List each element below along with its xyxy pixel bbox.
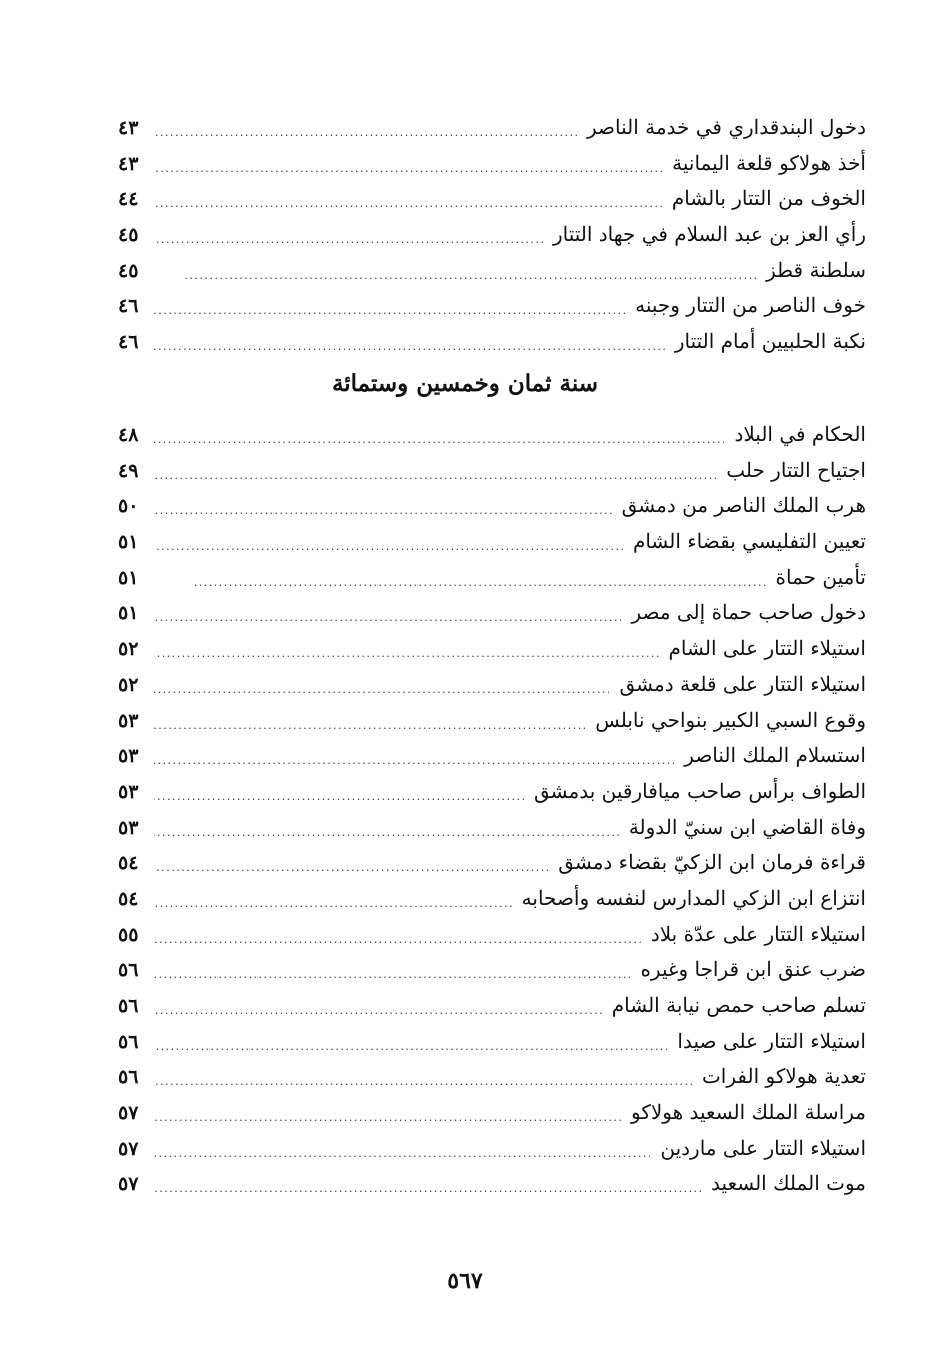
- toc-entry-page: ٥٢: [118, 638, 139, 661]
- toc-entry: [118, 1131, 866, 1167]
- dot-leader: [154, 633, 659, 659]
- toc-entry-title: تأمين حماة: [775, 564, 866, 589]
- dot-leader: [154, 669, 609, 695]
- toc-entry: [118, 881, 866, 917]
- toc-entry-title: موت الملك السعيد: [711, 1171, 866, 1196]
- toc-entry: [118, 146, 866, 182]
- toc-entry-title: خوف الناصر من التتار وجبنه: [635, 293, 866, 318]
- toc-entry: [118, 774, 866, 810]
- dot-leader: [154, 326, 665, 352]
- toc-entry-title: الخوف من التتار بالشام: [671, 186, 866, 211]
- dot-leader: [154, 290, 625, 316]
- toc-entry: [118, 917, 866, 953]
- dot-leader: [154, 562, 766, 588]
- dot-leader: [154, 1133, 650, 1159]
- toc-entry-page: ٤٦: [118, 295, 139, 318]
- toc-entry: [118, 738, 866, 774]
- toc-entry: [118, 845, 866, 881]
- toc-entry: [118, 952, 866, 988]
- toc-entry-page: ٤٥: [118, 259, 139, 282]
- toc-entry-title: رأي العز بن عبد السلام في جهاد التتار: [552, 222, 866, 247]
- toc-entry-page: ٤٩: [118, 459, 139, 482]
- toc-entry-title: وفاة القاضي ابن سنيّ الدولة: [628, 814, 866, 839]
- toc-entry-title: دخول صاحب حماة إلى مصر: [631, 600, 866, 625]
- toc-entry-page: ٥٢: [118, 673, 139, 696]
- dot-leader: [154, 1026, 667, 1052]
- toc-entry-page: ٥٦: [118, 1066, 139, 1089]
- toc-entry: [118, 667, 866, 703]
- toc-entry: [118, 110, 866, 146]
- toc-entry-title: استسلام الملك الناصر: [684, 743, 866, 768]
- page-number: ٥٦٧: [447, 1268, 483, 1294]
- toc-entry-page: ٥١: [118, 531, 139, 554]
- toc-entry: [118, 417, 866, 453]
- toc-entry-title: استيلاء التتار على ماردين: [660, 1135, 866, 1160]
- toc-entry-title: ضرب عنق ابن قراجا وغيره: [640, 957, 866, 982]
- toc-entry: [118, 324, 866, 360]
- dot-leader: [154, 597, 621, 623]
- toc-entry-page: ٥١: [118, 602, 139, 625]
- dot-leader: [154, 219, 543, 245]
- dot-leader: [154, 112, 577, 138]
- dot-leader: [154, 1168, 701, 1194]
- dot-leader: [154, 419, 724, 445]
- dot-leader: [154, 148, 662, 174]
- dot-leader: [154, 183, 662, 209]
- toc-entry-page: ٥٣: [118, 745, 139, 768]
- toc-entry-page: ٥٣: [118, 780, 139, 803]
- dot-leader: [154, 919, 641, 945]
- toc-entry-title: نكبة الحلبيين أمام التتار: [674, 329, 866, 354]
- toc-list-before: [118, 110, 866, 360]
- toc-entry-page: ٥٦: [118, 959, 139, 982]
- toc-entry: [118, 488, 866, 524]
- toc-entry: [118, 1095, 866, 1131]
- toc-entry-page: ٤٦: [118, 331, 139, 354]
- toc-entry: [118, 524, 866, 560]
- toc-entry-title: أخذ هولاكو قلعة اليمانية: [672, 150, 866, 175]
- toc-entry: [118, 988, 866, 1024]
- toc-entry: [118, 631, 866, 667]
- toc-entry-page: ٥٣: [118, 709, 139, 732]
- dot-leader: [154, 1061, 692, 1087]
- toc-entry: [118, 217, 866, 253]
- toc-entry: [118, 181, 866, 217]
- toc-entry-page: ٥٣: [118, 816, 139, 839]
- toc-entry-title: سلطنة قطز: [766, 257, 866, 282]
- dot-leader: [154, 255, 756, 281]
- toc-entry-title: دخول البندقداري في خدمة الناصر: [586, 115, 866, 139]
- toc-entry-page: ٥٧: [118, 1137, 139, 1160]
- toc-entry-title: استيلاء التتار على قلعة دمشق: [619, 671, 866, 696]
- dot-leader: [154, 812, 619, 838]
- toc-entry-page: ٤٤: [118, 188, 139, 211]
- toc-entry-page: ٥٧: [118, 1102, 139, 1125]
- dot-leader: [154, 740, 674, 766]
- dot-leader: [154, 990, 602, 1016]
- toc-entry: [118, 253, 866, 289]
- dot-leader: [154, 954, 630, 980]
- dot-leader: [154, 847, 548, 873]
- toc-entry-title: استيلاء التتار على صيدا: [677, 1028, 866, 1053]
- toc-entry-title: استيلاء التتار على عدّة بلاد: [650, 921, 866, 946]
- toc-entry-title: تعدية هولاكو الفرات: [701, 1064, 866, 1089]
- dot-leader: [154, 526, 623, 552]
- toc-entry-title: الحكام في البلاد: [734, 422, 866, 446]
- toc-entry-title: هرب الملك الناصر من دمشق: [621, 493, 866, 518]
- dot-leader: [154, 490, 612, 516]
- toc-list-after: [118, 417, 866, 1202]
- toc-entry: [118, 810, 866, 846]
- toc-entry-title: استيلاء التتار على الشام: [668, 636, 866, 661]
- toc-entry: [118, 1024, 866, 1060]
- toc-entry-page: ٥٧: [118, 1173, 139, 1196]
- toc-entry-title: قراءة فرمان ابن الزكيّ بقضاء دمشق: [558, 850, 866, 875]
- toc-entry-title: تسلم صاحب حمص نيابة الشام: [611, 993, 866, 1017]
- toc-entry-page: ٤٥: [118, 224, 139, 247]
- toc-entry-title: تعيين التفليسي بقضاء الشام: [632, 529, 866, 554]
- toc-entry: [118, 595, 866, 631]
- dot-leader: [154, 883, 512, 909]
- section-heading: سنة ثمان وخمسين وستمائة: [331, 370, 599, 397]
- toc-entry-page: ٥٦: [118, 995, 139, 1017]
- toc-entry-title: وقوع السبي الكبير بنواحي نابلس: [595, 707, 866, 732]
- toc-entry-page: ٤٣: [118, 152, 139, 175]
- toc-entry-page: ٥٤: [118, 852, 139, 875]
- toc-entry-page: ٥٥: [118, 923, 139, 946]
- toc-entry-title: انتزاع ابن الزكي المدارس لنفسه وأصحابه: [521, 885, 866, 910]
- toc-entry-title: الطواف برأس صاحب ميافارقين بدمشق: [533, 778, 866, 803]
- toc-entry-page: ٥٠: [118, 495, 139, 518]
- dot-leader: [154, 776, 524, 802]
- dot-leader: [154, 705, 585, 731]
- toc-entry-title: اجتياح التتار حلب: [726, 457, 866, 482]
- dot-leader: [154, 455, 716, 481]
- toc-entry-page: ٥٦: [118, 1030, 139, 1053]
- toc-entry-title: مراسلة الملك السعيد هولاكو: [631, 1100, 866, 1125]
- toc-entry: [118, 560, 866, 596]
- toc-entry: [118, 288, 866, 324]
- toc-entry: [118, 703, 866, 739]
- toc-entry-page: ٥١: [118, 566, 139, 589]
- toc-entry-page: ٥٤: [118, 887, 139, 910]
- dot-leader: [154, 1097, 621, 1123]
- toc-entry: [118, 1166, 866, 1202]
- toc-entry: [118, 1059, 866, 1095]
- toc-entry-page: ٤٨: [118, 424, 139, 446]
- toc-entry-page: ٤٣: [118, 117, 139, 139]
- toc-entry: [118, 453, 866, 489]
